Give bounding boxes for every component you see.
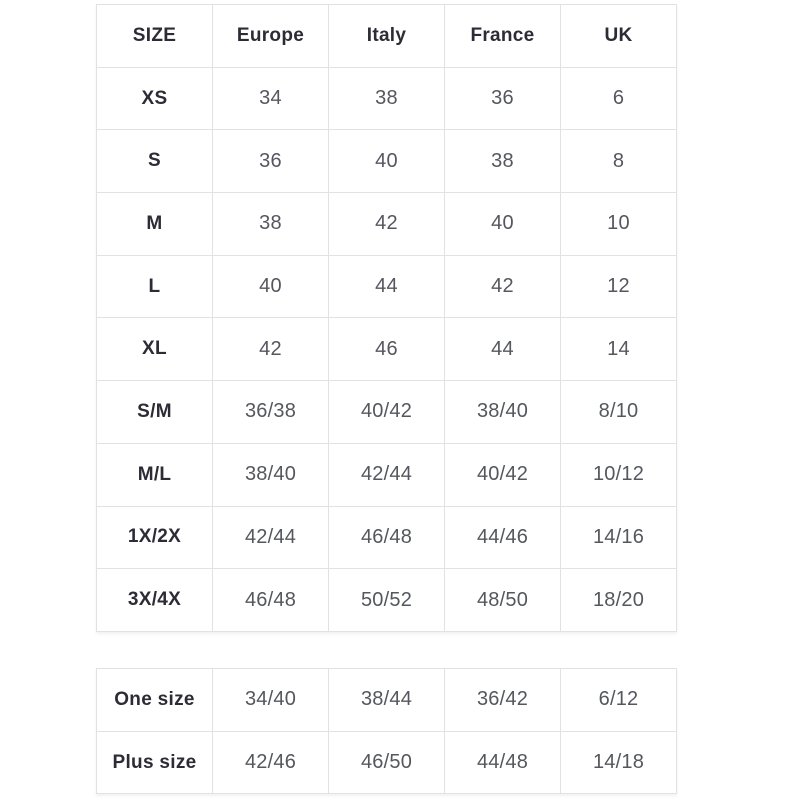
size-value: 38 [329, 67, 445, 130]
size-value: 42 [213, 318, 329, 381]
size-value: 42 [445, 255, 561, 318]
size-value: 36/38 [213, 381, 329, 444]
table-row-xl [97, 318, 677, 381]
table-row-one-size [97, 669, 677, 732]
size-value: 40 [213, 255, 329, 318]
size-value: 12 [561, 255, 677, 318]
size-value: 38 [213, 193, 329, 256]
table-row-1x-2x [97, 506, 677, 569]
table-row-m [97, 193, 677, 256]
size-conversion-table [96, 4, 677, 632]
size-value: 46/50 [329, 731, 445, 794]
row-label: One size [97, 669, 213, 732]
size-value: 14/18 [561, 731, 677, 794]
row-label: 1X/2X [97, 506, 213, 569]
one-size-plus-size-table [96, 668, 677, 794]
table-row-s-m [97, 381, 677, 444]
size-value: 36/42 [445, 669, 561, 732]
size-value: 38/40 [213, 443, 329, 506]
table-row-m-l [97, 443, 677, 506]
size-value: 40 [445, 193, 561, 256]
size-value: 42/46 [213, 731, 329, 794]
table-row-xs [97, 67, 677, 130]
row-label: M/L [97, 443, 213, 506]
column-header-uk: UK [561, 5, 677, 68]
column-header-size: SIZE [97, 5, 213, 68]
size-value: 42/44 [213, 506, 329, 569]
size-value: 36 [445, 67, 561, 130]
row-label: XS [97, 67, 213, 130]
size-value: 46 [329, 318, 445, 381]
size-value: 44/48 [445, 731, 561, 794]
size-value: 44/46 [445, 506, 561, 569]
row-label: S [97, 130, 213, 193]
table-row-plus-size [97, 731, 677, 794]
table-row-s [97, 130, 677, 193]
size-value: 36 [213, 130, 329, 193]
column-header-france: France [445, 5, 561, 68]
size-value: 40/42 [445, 443, 561, 506]
size-value: 40/42 [329, 381, 445, 444]
row-label: Plus size [97, 731, 213, 794]
table-row-l [97, 255, 677, 318]
size-value: 48/50 [445, 569, 561, 632]
row-label: L [97, 255, 213, 318]
size-value: 8/10 [561, 381, 677, 444]
size-value: 42 [329, 193, 445, 256]
size-value: 38 [445, 130, 561, 193]
size-value: 42/44 [329, 443, 445, 506]
column-header-italy: Italy [329, 5, 445, 68]
size-value: 44 [329, 255, 445, 318]
size-value: 8 [561, 130, 677, 193]
size-value: 18/20 [561, 569, 677, 632]
size-value: 46/48 [329, 506, 445, 569]
header-row [97, 5, 677, 68]
size-value: 10 [561, 193, 677, 256]
size-value: 38/44 [329, 669, 445, 732]
size-value: 6 [561, 67, 677, 130]
row-label: S/M [97, 381, 213, 444]
table-row-3x-4x [97, 569, 677, 632]
row-label: XL [97, 318, 213, 381]
size-value: 38/40 [445, 381, 561, 444]
size-value: 50/52 [329, 569, 445, 632]
size-value: 34 [213, 67, 329, 130]
size-value: 40 [329, 130, 445, 193]
size-value: 34/40 [213, 669, 329, 732]
row-label: 3X/4X [97, 569, 213, 632]
row-label: M [97, 193, 213, 256]
size-value: 14/16 [561, 506, 677, 569]
size-value: 10/12 [561, 443, 677, 506]
size-value: 46/48 [213, 569, 329, 632]
size-value: 6/12 [561, 669, 677, 732]
size-value: 44 [445, 318, 561, 381]
column-header-europe: Europe [213, 5, 329, 68]
size-value: 14 [561, 318, 677, 381]
